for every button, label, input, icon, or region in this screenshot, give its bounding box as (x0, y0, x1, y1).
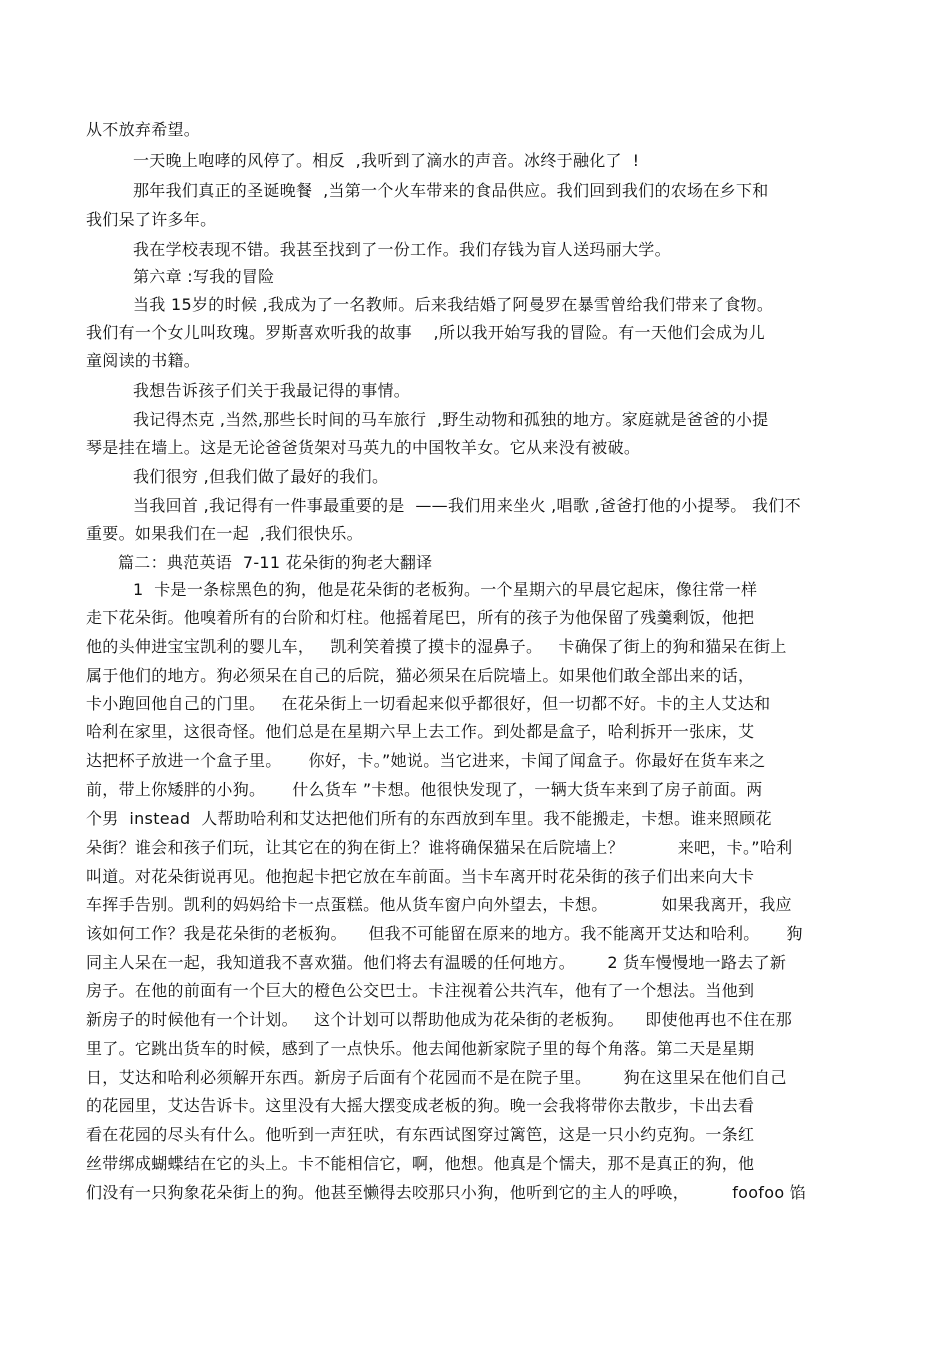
text-line: 达把杯子放进一个盒子里。 你好，卡。”她说。当它进来，卡闻了闻盒子。你最好在货车来之 (86, 751, 766, 770)
text-line: 新房子的时候他有一个计划。 这个计划可以帮助他成为花朵街的老板狗。 即使他再也不住在那 (86, 1010, 793, 1029)
text-line: 重要。如果我们在一起 ,我们很快乐。 (86, 524, 363, 543)
text-line: 里了。它跳出货车的时候，感到了一点快乐。他去闻他新家院子里的每个角落。第二天是星期 (86, 1039, 755, 1058)
chapter-heading: 第六章 :写我的冒险 (133, 267, 275, 286)
text-line: 我们有一个女儿叫玫瑰。罗斯喜欢听我的故事 ,所以我开始写我的冒险。有一天他们会成为儿 (86, 323, 765, 342)
text-line: 的花园里，艾达告诉卡。这里没有大摇大摆变成老板的狗。晚一会我将带你去散步，卡出去看 (86, 1096, 755, 1115)
text-line: 看在花园的尽头有什么。他听到一声狂吠，有东西试图穿过篱笆，这是一只小约克狗。一条红 (86, 1125, 755, 1144)
text-line: 哈利在家里，这很奇怪。他们总是在星期六早上去工作。到处都是盒子，哈利拆开一张床，艾 (86, 722, 755, 741)
text-line: 一天晚上咆哮的风停了。相反 ,我听到了滴水的声音。冰终于融化了 ! (133, 151, 640, 170)
text-line: 属于他们的地方。狗必须呆在自己的后院，猫必须呆在后院墙上。如果他们敢全部出来的话， (86, 666, 755, 685)
text-line: 那年我们真正的圣诞晚餐 ,当第一个火车带来的食品供应。我们回到我们的农场在乡下和 (133, 181, 769, 200)
text-line: 该如何工作？我是花朵街的老板狗。 但我不可能留在原来的地方。我不能离开艾达和哈利。 狗 (86, 924, 803, 943)
text-line: 丝带绑成蝴蝶结在它的头上。卡不能相信它，啊，他想。他真是个懦夫，那不是真正的狗，他 (86, 1154, 755, 1173)
text-line: 车挥手告别。凯利的妈妈给卡一点蛋糕。他从货车窗户向外望去，卡想。 如果我离开，我应 (86, 895, 792, 914)
text-line: 从不放弃希望。 (86, 120, 201, 139)
text-line: 日，艾达和哈利必须解开东西。新房子后面有个花园而不是在院子里。 狗在这里呆在他们自己 (86, 1068, 787, 1087)
text-line: 我记得杰克 ,当然,那些长时间的马车旅行 ,野生动物和孤独的地方。家庭就是爸爸的小提 (133, 410, 769, 429)
text-line: 1 卡是一条棕黑色的狗，他是花朵街的老板狗。一个星期六的早晨它起床，像往常一样 (133, 580, 758, 599)
text-line: 我们呆了许多年。 (86, 210, 217, 229)
text-line: 前，带上你矮胖的小狗。 什么货车 ”卡想。他很快发现了，一辆大货车来到了房子前面。两 (86, 780, 763, 799)
text-line: 房子。在他的前面有一个巨大的橙色公交巴士。卡注视着公共汽车，他有了一个想法。当他到 (86, 981, 755, 1000)
text-line: 个男 instead 人帮助哈利和艾达把他们所有的东西放到车里。我不能搬走，卡想。谁来照顾花 (86, 809, 772, 828)
text-line: 走下花朵街。他嗅着所有的台阶和灯柱。他摇着尾巴，所有的孩子为他保留了残羹剩饭，他把 (86, 608, 755, 627)
text-line: 们没有一只狗象花朵街上的狗。他甚至懒得去咬那只小狗，他听到它的主人的呼唤， foofoo 馅 (86, 1183, 807, 1202)
text-line: 当我 15岁的时候 ,我成为了一名教师。后来我结婚了阿曼罗在暴雪曾给我们带来了食物。 (133, 295, 774, 314)
section-heading: 篇二：典范英语 7-11 花朵街的狗老大翻译 (118, 553, 433, 572)
text-line: 卡小跑回他自己的门里。 在花朵街上一切看起来似乎都很好，但一切都不好。卡的主人艾达和 (86, 694, 771, 713)
text-line: 童阅读的书籍。 (86, 351, 201, 370)
text-line: 叫道。对花朵街说再见。他抱起卡把它放在车前面。当卡车离开时花朵街的孩子们出来向大卡 (86, 867, 755, 886)
text-line: 朵街？谁会和孩子们玩，让其它在的狗在街上？谁将确保猫呆在后院墙上？ 来吧，卡。”哈利 (86, 838, 793, 857)
text-line: 他的头伸进宝宝凯利的婴儿车， 凯利笑着摸了摸卡的湿鼻子。 卡确保了街上的狗和猫呆在街上 (86, 637, 787, 656)
text-line: 同主人呆在一起，我知道我不喜欢猫。他们将去有温暖的任何地方。 2 货车慢慢地一路去了新 (86, 953, 787, 972)
text-line: 当我回首 ,我记得有一件事最重要的是 ——我们用来坐火 ,唱歌 ,爸爸打他的小提琴。 我们不 (133, 496, 801, 515)
text-line: 我想告诉孩子们关于我最记得的事情。 (133, 381, 411, 400)
text-line: 我在学校表现不错。我甚至找到了一份工作。我们存钱为盲人送玛丽大学。 (133, 240, 671, 259)
text-line: 琴是挂在墙上。这是无论爸爸货架对马英九的中国牧羊女。它从来没有被破。 (86, 438, 641, 457)
text-line: 我们很穷 ,但我们做了最好的我们。 (133, 467, 389, 486)
